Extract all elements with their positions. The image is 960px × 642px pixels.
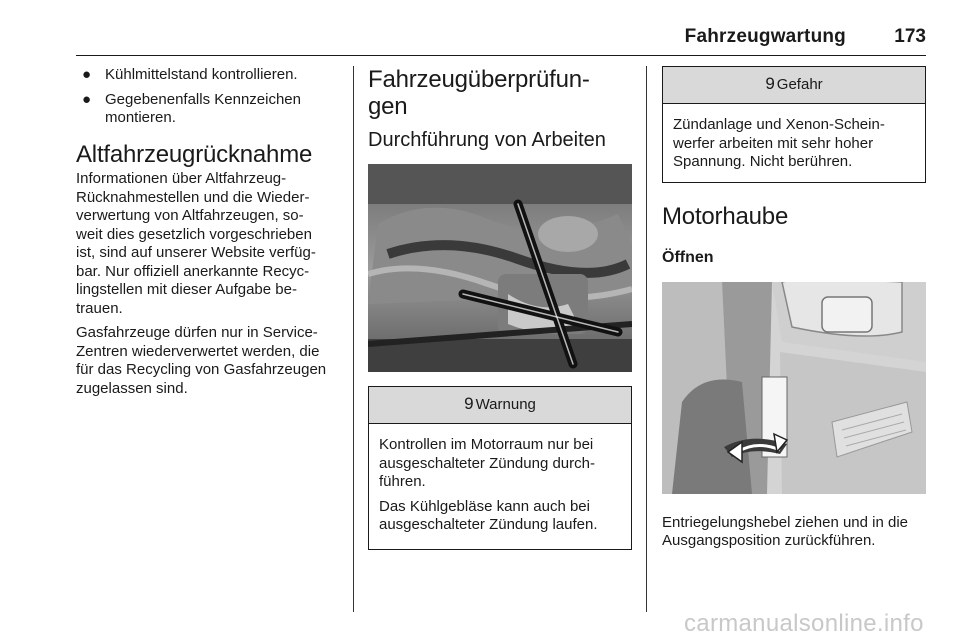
hood-release-illustration — [662, 282, 926, 494]
heading-motorhaube: Motorhaube — [662, 202, 789, 230]
danger-icon: 9 — [765, 74, 775, 93]
heading-fahrzeugueberpruefungen: Fahrzeugüberprüfun- gen — [368, 66, 590, 120]
bullet-item — [76, 66, 340, 84]
danger-text: Zündanlage und Xenon-Schein- werfer arbeiten mit sehr hoher Spannung. Nicht berühren. — [673, 116, 885, 170]
danger-body — [663, 104, 925, 182]
danger-box — [662, 66, 926, 183]
danger-title: Gefahr — [776, 76, 823, 93]
bullet-item — [76, 91, 340, 127]
warning-paragraph: Das Kühlgebläse kann auch bei ausgeschalteter Zündung laufen. — [379, 497, 598, 533]
danger-header — [663, 67, 925, 104]
heading-altfahrzeug: Altfahrzeugrücknahme — [76, 141, 313, 168]
hood-release-photo — [662, 282, 926, 494]
warning-box — [368, 386, 632, 550]
engine-bay-illustration — [368, 164, 632, 372]
paragraph: Gasfahrzeuge dürfen nur in Service- Zentren wiederverwertet werden, die für das Recycling von Gasfahrzeugen zugelassen sind. — [76, 324, 327, 397]
warning-icon: 9 — [464, 394, 474, 413]
warning-title: Warnung — [475, 396, 536, 413]
warning-body — [369, 424, 631, 549]
bullet-text: Kühlmittelstand kontrollieren. — [105, 66, 298, 83]
warning-header — [369, 387, 631, 424]
section-title: Fahrzeugwartung — [684, 26, 846, 47]
paragraph: Informationen über Altfahrzeug- Rücknahmestellen und die Wieder- verwertung von Altfahrzeugen, so- weit dies gesetzlich vorgeschrieben ist, sind auf unserer Website verfüg- bar. Nur offiziell anerkannte Recyc- lingstellen mit dieser Aufgabe be- trauen. — [76, 170, 316, 317]
caption-entriegelung: Entriegelungshebel ziehen und in die Ausgangsposition zurückführen. — [662, 513, 909, 549]
column-left — [76, 66, 340, 404]
column-middle — [368, 66, 632, 550]
subheading-durchfuehrung: Durchführung von Arbeiten — [368, 129, 606, 151]
bullet-text: Gegebenenfalls Kennzeichen montieren. — [105, 91, 301, 126]
bullet-list — [76, 66, 340, 127]
footer-watermark: carmanualsonline.info — [684, 610, 924, 637]
column-divider — [646, 66, 647, 612]
bullet-dot-icon: ● — [82, 91, 92, 108]
column-right — [662, 66, 926, 551]
page-number: 173 — [894, 26, 926, 47]
page-header — [76, 20, 926, 56]
subheading-oeffnen: Öffnen — [662, 248, 714, 266]
warning-paragraph: Kontrollen im Motorraum nur bei ausgeschalteter Zündung durch- führen. — [379, 436, 595, 490]
column-divider — [353, 66, 354, 612]
engine-bay-photo — [368, 164, 632, 372]
bullet-dot-icon: ● — [82, 66, 92, 83]
